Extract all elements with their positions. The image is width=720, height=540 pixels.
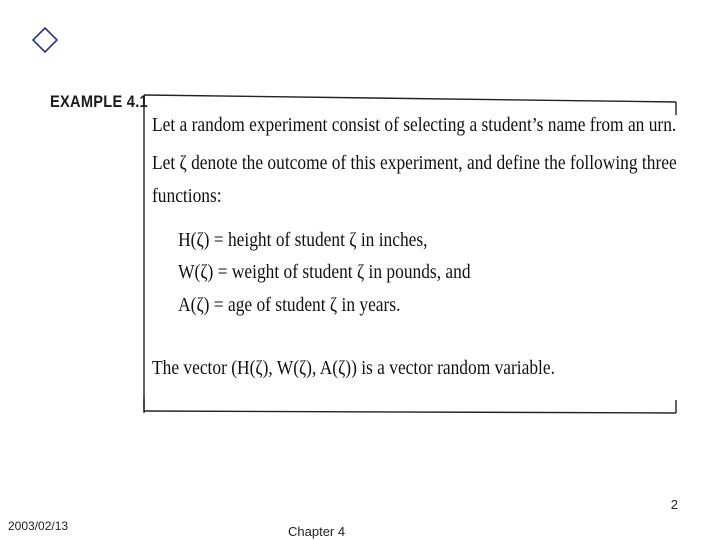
formula-line: A(ζ) = age of student ζ in years. xyxy=(178,294,401,316)
slide-number: 2 xyxy=(670,497,678,512)
footer-date: 2003/02/13 xyxy=(8,519,69,533)
formula-line: H(ζ) = height of student ζ in inches, xyxy=(178,229,428,251)
formula-line: W(ζ) = weight of student ζ in pounds, and xyxy=(178,261,471,283)
conclusion-line: The vector (H(ζ), W(ζ), A(ζ)) is a vector random variable. xyxy=(152,357,555,379)
example-line: Let a random experiment consist of selecting a student’s name from an urn. xyxy=(152,114,677,136)
diamond-bullet-icon xyxy=(32,27,58,53)
footer-chapter: Chapter 4 xyxy=(288,524,346,539)
example-label: EXAMPLE 4.1 xyxy=(50,92,148,111)
example-line: functions: xyxy=(152,185,222,207)
example-line: Let ζ denote the outcome of this experiment, and define the following three xyxy=(152,152,677,174)
